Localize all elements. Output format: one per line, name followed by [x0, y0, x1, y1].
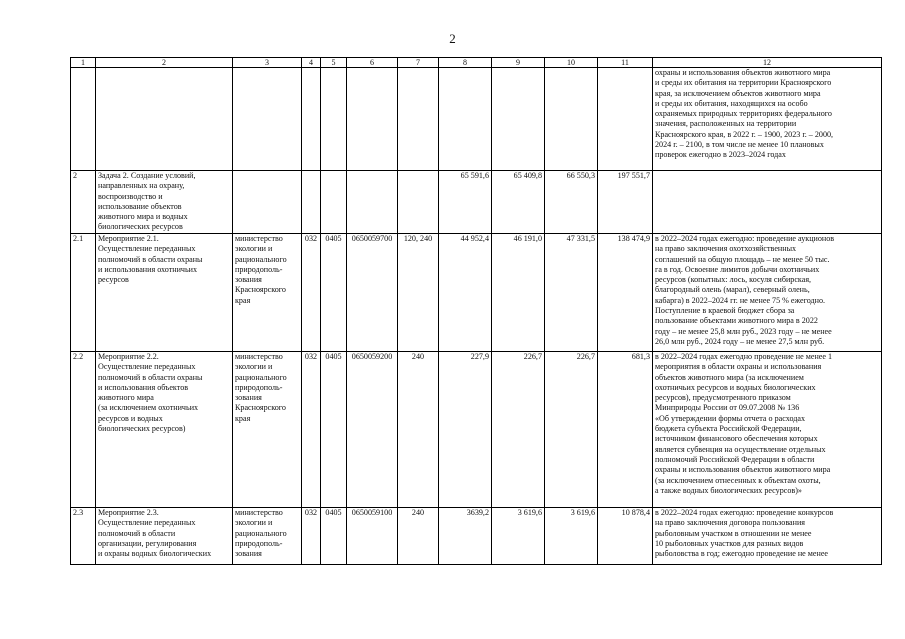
cell-2023: 226,7 [492, 352, 545, 508]
table-row [71, 352, 882, 508]
table-row [71, 68, 882, 171]
cell-csr: 0650059200 [347, 352, 398, 508]
cell-2024 [545, 68, 598, 171]
cell-rzpr [321, 68, 347, 171]
cell-2023: 46 191,0 [492, 234, 545, 352]
table-row [71, 234, 882, 352]
header-cell: 1 [71, 58, 96, 68]
cell-total: 10 878,4 [598, 508, 653, 565]
header-cell: 3 [233, 58, 302, 68]
cell-2022: 227,9 [439, 352, 492, 508]
header-cell: 2 [96, 58, 233, 68]
table-header-row [71, 58, 882, 68]
cell-2022 [439, 68, 492, 171]
cell-total: 138 474,9 [598, 234, 653, 352]
header-cell: 7 [398, 58, 439, 68]
cell-grbs: министерство экологии и рационального природополь- зования Красноярского края [233, 234, 302, 352]
page-number: 2 [449, 31, 456, 46]
header-cell: 11 [598, 58, 653, 68]
cell-grbs [233, 171, 302, 234]
cell-grbs-code: 032 [302, 508, 321, 565]
header-cell: 10 [545, 58, 598, 68]
header-cell: 5 [321, 58, 347, 68]
cell-vr: 120, 240 [398, 234, 439, 352]
cell-result: в 2022–2024 годах ежегодно: проведение аукционов на право заключения охотхозяйственных соглашений на общую площадь – не менее 50 тыс. га в год. Освоение лимитов добычи охотничьих ресурсов (копытных: лось, косуля сибирская, благородный олень (марал), северный олень, кабарга) в 2022–2024 гг. не менее 75 % ежегодно. Поступление в краевой бюджет сбора за пользование объектами животного мира в 2022 году – не менее 25,8 млн руб., 2023 году – не менее 26,0 млн руб., 2024 году – не менее 27,5 млн руб. [653, 234, 882, 352]
cell-grbs: министерство экологии и рационального природополь- зования Красноярского края [233, 352, 302, 508]
cell-total: 681,3 [598, 352, 653, 508]
cell-name: Мероприятие 2.3. Осуществление переданных полномочий в области организации, регулирования и охраны водных биологических [96, 508, 233, 565]
cell-result: в 2022–2024 годах ежегодно проведение не менее 1 мероприятия в области охраны и использования объектов животного мира (за исключением охотничьих ресурсов и водных биологических ресурсов), предусмотренного приказом Минприроды России от 09.07.2008 № 136 «Об утверждении формы отчета о расходах бюджета субъекта Российской Федерации, источником финансового обеспечения которых является субвенция на осуществление отдельных полномочий Российской Федерации в области охраны и использования объектов животного мира (за исключением отнесенных к объектам охоты, а также водных биологических ресурсов)» [653, 352, 882, 508]
cell-grbs-code: 032 [302, 234, 321, 352]
cell-rzpr [321, 171, 347, 234]
cell-total: 197 551,7 [598, 171, 653, 234]
cell-2023: 65 409,8 [492, 171, 545, 234]
cell-vr: 240 [398, 352, 439, 508]
cell-csr: 0650059700 [347, 234, 398, 352]
cell-2023 [492, 68, 545, 171]
cell-rzpr: 0405 [321, 508, 347, 565]
cell-grbs: министерство экологии и рационального природополь- зования [233, 508, 302, 565]
cell-csr [347, 68, 398, 171]
table-row [71, 508, 882, 565]
cell-result: охраны и использования объектов животного мира и среды их обитания на территории Красноярского края, за исключением объектов животного мира и среды их обитания, находящихся на особо охраняемых природных территориях федерального значения, расположенных на территории Красноярского края, в 2022 г. – 1900, 2023 г. – 2000, 2024 г. – 2100, в том числе не менее 10 плановых проверок ежегодно в 2023–2024 годах [653, 68, 882, 171]
cell-total [598, 68, 653, 171]
header-cell: 9 [492, 58, 545, 68]
cell-name [96, 68, 233, 171]
cell-name: Задача 2. Создание условий, направленных на охрану, воспроизводство и использование объектов животного мира и водных биологических ресурсов [96, 171, 233, 234]
cell-num: 2.2 [71, 352, 96, 508]
cell-grbs-code [302, 171, 321, 234]
cell-2024: 47 331,5 [545, 234, 598, 352]
cell-rzpr: 0405 [321, 234, 347, 352]
cell-2022: 44 952,4 [439, 234, 492, 352]
cell-2024: 3 619,6 [545, 508, 598, 565]
header-cell: 8 [439, 58, 492, 68]
header-cell: 4 [302, 58, 321, 68]
cell-num [71, 68, 96, 171]
cell-vr [398, 68, 439, 171]
cell-vr: 240 [398, 508, 439, 565]
cell-csr: 0650059100 [347, 508, 398, 565]
cell-vr [398, 171, 439, 234]
cell-num: 2.3 [71, 508, 96, 565]
cell-grbs [233, 68, 302, 171]
cell-num: 2.1 [71, 234, 96, 352]
cell-2024: 66 550,3 [545, 171, 598, 234]
cell-2023: 3 619,6 [492, 508, 545, 565]
header-cell: 6 [347, 58, 398, 68]
cell-csr [347, 171, 398, 234]
cell-2024: 226,7 [545, 352, 598, 508]
cell-result: в 2022–2024 годах ежегодно: проведение конкурсов на право заключения договора пользования рыболовным участком в отношении не менее 10 рыболовных участков для разных видов рыболовства в год; ежегодно проведение не менее [653, 508, 882, 565]
cell-2022: 3639,2 [439, 508, 492, 565]
cell-grbs-code: 032 [302, 352, 321, 508]
cell-name: Мероприятие 2.1. Осуществление переданных полномочий в области охраны и использования охотничьих ресурсов [96, 234, 233, 352]
table-row [71, 171, 882, 234]
cell-name: Мероприятие 2.2. Осуществление переданных полномочий в области охраны и использования объектов животного мира (за исключением охотничьих ресурсов и водных биологических ресурсов) [96, 352, 233, 508]
header-cell: 12 [653, 58, 882, 68]
cell-rzpr: 0405 [321, 352, 347, 508]
cell-grbs-code [302, 68, 321, 171]
cell-result [653, 171, 882, 234]
cell-2022: 65 591,6 [439, 171, 492, 234]
cell-num: 2 [71, 171, 96, 234]
program-table [70, 57, 882, 565]
